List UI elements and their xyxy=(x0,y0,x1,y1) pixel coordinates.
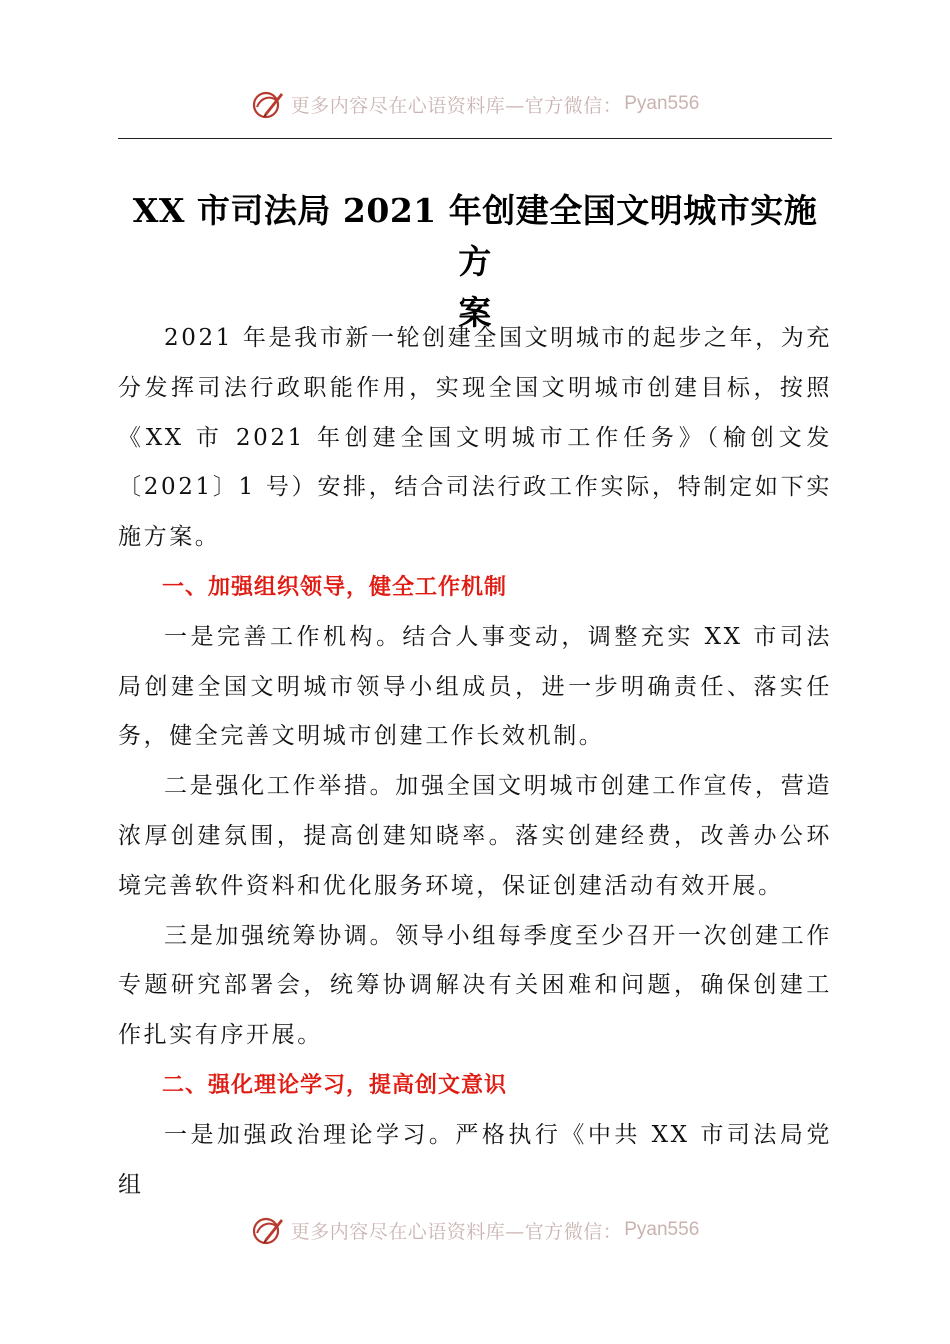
section-1-paragraph-1: 一是完善工作机构。结合人事变动，调整充实 XX 市司法局创建全国文明城市领导小组成员，进一步明确责任、落实任务，健全完善文明城市创建工作长效机制。 xyxy=(118,623,832,750)
watermark-text: 更多内容尽在心语资料库—官方微信： xyxy=(290,1220,623,1243)
header-watermark xyxy=(0,84,950,124)
watermark-wechat-id: Pyan556 xyxy=(624,1219,700,1240)
pen-swirl-logo-icon xyxy=(251,87,285,121)
document-title-line-2: 案 xyxy=(458,293,492,332)
section-heading-1: 一、加强组织领导，健全工作机制 xyxy=(162,574,508,600)
document-body xyxy=(118,314,832,1210)
section-2-paragraph-1: 一是加强政治理论学习。严格执行《中共 XX 市司法局党组 xyxy=(118,1121,832,1198)
watermark-wechat-id: Pyan556 xyxy=(624,93,700,114)
header-rule xyxy=(118,138,832,139)
pen-swirl-logo-icon xyxy=(251,1213,285,1247)
section-1-paragraph-2: 二是强化工作举措。加强全国文明城市创建工作宣传，营造浓厚创建氛围，提高创建知晓率。落实创建经费，改善办公环境完善软件资料和优化服务环境，保证创建活动有效开展。 xyxy=(118,773,832,899)
footer-watermark xyxy=(0,1210,950,1250)
section-heading-2: 二、强化理论学习，提高创文意识 xyxy=(162,1072,508,1098)
document-title-line-1: XX 市司法局 2021 年创建全国文明城市实施方 xyxy=(132,191,818,281)
intro-paragraph: 2021 年是我市新一轮创建全国文明城市的起步之年，为充分发挥司法行政职能作用，实现全国文明城市创建目标，按照《XX 市 2021 年创建全国文明城市工作任务》（榆创文发〔2021〕1 号）安排，结合司法行政工作实际，特制定如下实施方案。 xyxy=(118,325,832,551)
section-1-paragraph-3: 三是加强统筹协调。领导小组每季度至少召开一次创建工作专题研究部署会，统筹协调解决有关困难和问题，确保创建工作扎实有序开展。 xyxy=(118,922,832,1049)
watermark-text: 更多内容尽在心语资料库—官方微信： xyxy=(290,94,623,117)
